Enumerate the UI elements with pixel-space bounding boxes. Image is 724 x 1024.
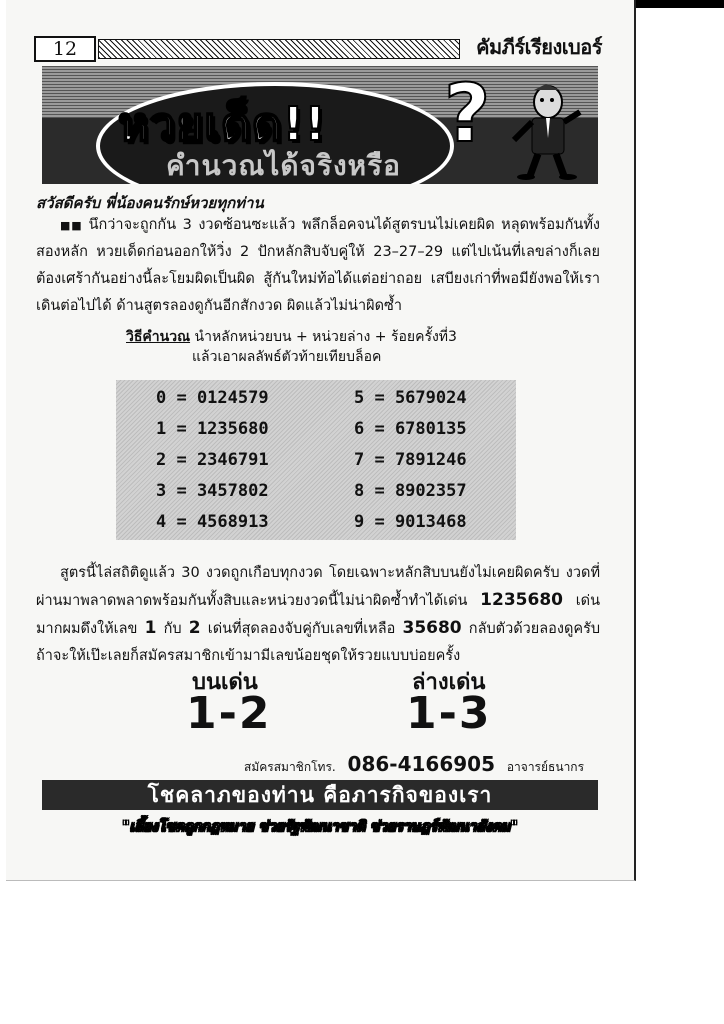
analysis-text-5: กลับตัวด้วยลองดูครับ ถ้าจะให้เป๊ะเลยก็สมัครสมาชิกเข้ามามีเลขน้อยชุดให้รวยแบบบ่อยครั้ง — [36, 621, 601, 664]
highlight-number: 1 — [144, 618, 157, 638]
question-mark-icon: ? — [444, 67, 491, 160]
formula-cell: 3 = 3457802 — [156, 481, 269, 501]
contact-line — [244, 752, 584, 777]
analysis-text-3: กับ — [163, 621, 182, 637]
formula-cell: 8 = 8902357 — [354, 481, 467, 501]
formula-table — [116, 380, 516, 540]
highlight-number: 35680 — [402, 618, 462, 638]
scan-edge-bar — [632, 0, 724, 8]
greeting-line: สวัสดีครับ พี่น้องคนรักษ์หวยทุกท่าน — [36, 194, 264, 212]
formula-cell: 0 = 0124579 — [156, 388, 269, 408]
formula-row — [116, 388, 516, 418]
intro-text: นึกว่าจะถูกกัน 3 งวดซ้อนซะแล้ว พลึกล็อคจนได้สูตรบนไม่เคยผิด หลุดพร้อมกันทั้งสองหลัก หวยเด็ดก่อนออกให้วิ่ง 2 ปักหลักสิบจับคู่ให้ 23–27–29 แต่ไปเน้นที่เลขล่างก็เลยต้องเศร้ากันอย่างนี้ละโยมผิดเป็นผิด สู้กันใหม่ท้อได้แต่อย่าถอย เสบียงเก่าที่พอมียังพอให้เราเดินต่อไปได้ ด้านสูตรลองดูกันอีกสักงวด ผิดแล้วไม่น่าผิดซ้ำ — [36, 217, 600, 314]
footer-banner: โชคลาภของท่าน คือภารกิจของเรา — [42, 780, 598, 810]
formula-row — [116, 419, 516, 449]
formula-row — [116, 481, 516, 511]
analysis-paragraph — [36, 560, 600, 670]
banner-title: หวยเด็ด!! — [118, 97, 327, 151]
formula-row — [116, 512, 516, 542]
bottom-number: 1-3 — [406, 688, 492, 739]
formula-cell: 7 = 7891246 — [354, 450, 467, 470]
cartoon-man-icon — [502, 82, 588, 180]
contact-name: อาจารย์ธนากร — [506, 760, 585, 774]
highlight-number: 2 — [188, 618, 201, 638]
analysis-text-2: เด่นมากผมดึงให้เลข — [36, 593, 601, 637]
bottom-label: ล่างเด่น — [412, 670, 486, 695]
formula-cell: 5 = 5679024 — [354, 388, 467, 408]
highlight-number: 1235680 — [480, 590, 563, 610]
formula-cell: 1 = 1235680 — [156, 419, 269, 439]
formula-cell: 2 = 2346791 — [156, 450, 269, 470]
analysis-text-1: สูตรนี้ไล่สถิติดูแล้ว 30 งวดถูกเกือบทุกงวด โดยเฉพาะหลักสิบบนยังไม่เคยผิดครับ งวดที่ผ่านมาพลาดพลาดพร้อมกันทั้งสิบและหน่วยงวดนี้ไม่น่าผิดซ้ำทำได้เด่น — [36, 565, 600, 609]
bullet-marker: ■■ — [60, 219, 83, 232]
top-label: บนเด่น — [192, 670, 258, 695]
calculation-method — [126, 326, 457, 365]
method-label: วิธีคำนวณ — [126, 329, 191, 345]
intro-paragraph — [36, 212, 600, 320]
method-line-1: นำหลักหน่วยบน + หน่วยล่าง + ร้อยครั้งที่3 — [194, 329, 457, 345]
header-hatch-strip — [98, 39, 460, 59]
page-number: 12 — [34, 36, 96, 62]
banner-subtitle: คำนวณได้จริงหรือ — [166, 149, 401, 182]
phone-number: 086-4166905 — [347, 752, 496, 776]
formula-cell: 9 = 9013468 — [354, 512, 467, 532]
analysis-text-4: เด่นที่สุดลองจับคู่กับเลขที่เหลือ — [207, 621, 396, 637]
footer-slogan: "เลี้ยงโชคถูกกฎหมาย ช่วยรัฐพัฒนาชาติ ช่วยราษฎร์พัฒนาสังคม" — [122, 819, 518, 835]
top-number: 1-2 — [186, 688, 272, 739]
contact-prefix: สมัครสมาชิกโทร. — [244, 760, 336, 774]
formula-cell: 4 = 4568913 — [156, 512, 269, 532]
formula-cell: 6 = 6780135 — [354, 419, 467, 439]
page-header — [34, 36, 600, 60]
book-title: คัมภีร์เรียงเบอร์ — [476, 35, 602, 59]
formula-row — [116, 450, 516, 480]
method-line-2: แล้วเอาผลลัพธ์ตัวท้ายเทียบล็อค — [192, 349, 382, 365]
article-banner — [42, 66, 598, 184]
